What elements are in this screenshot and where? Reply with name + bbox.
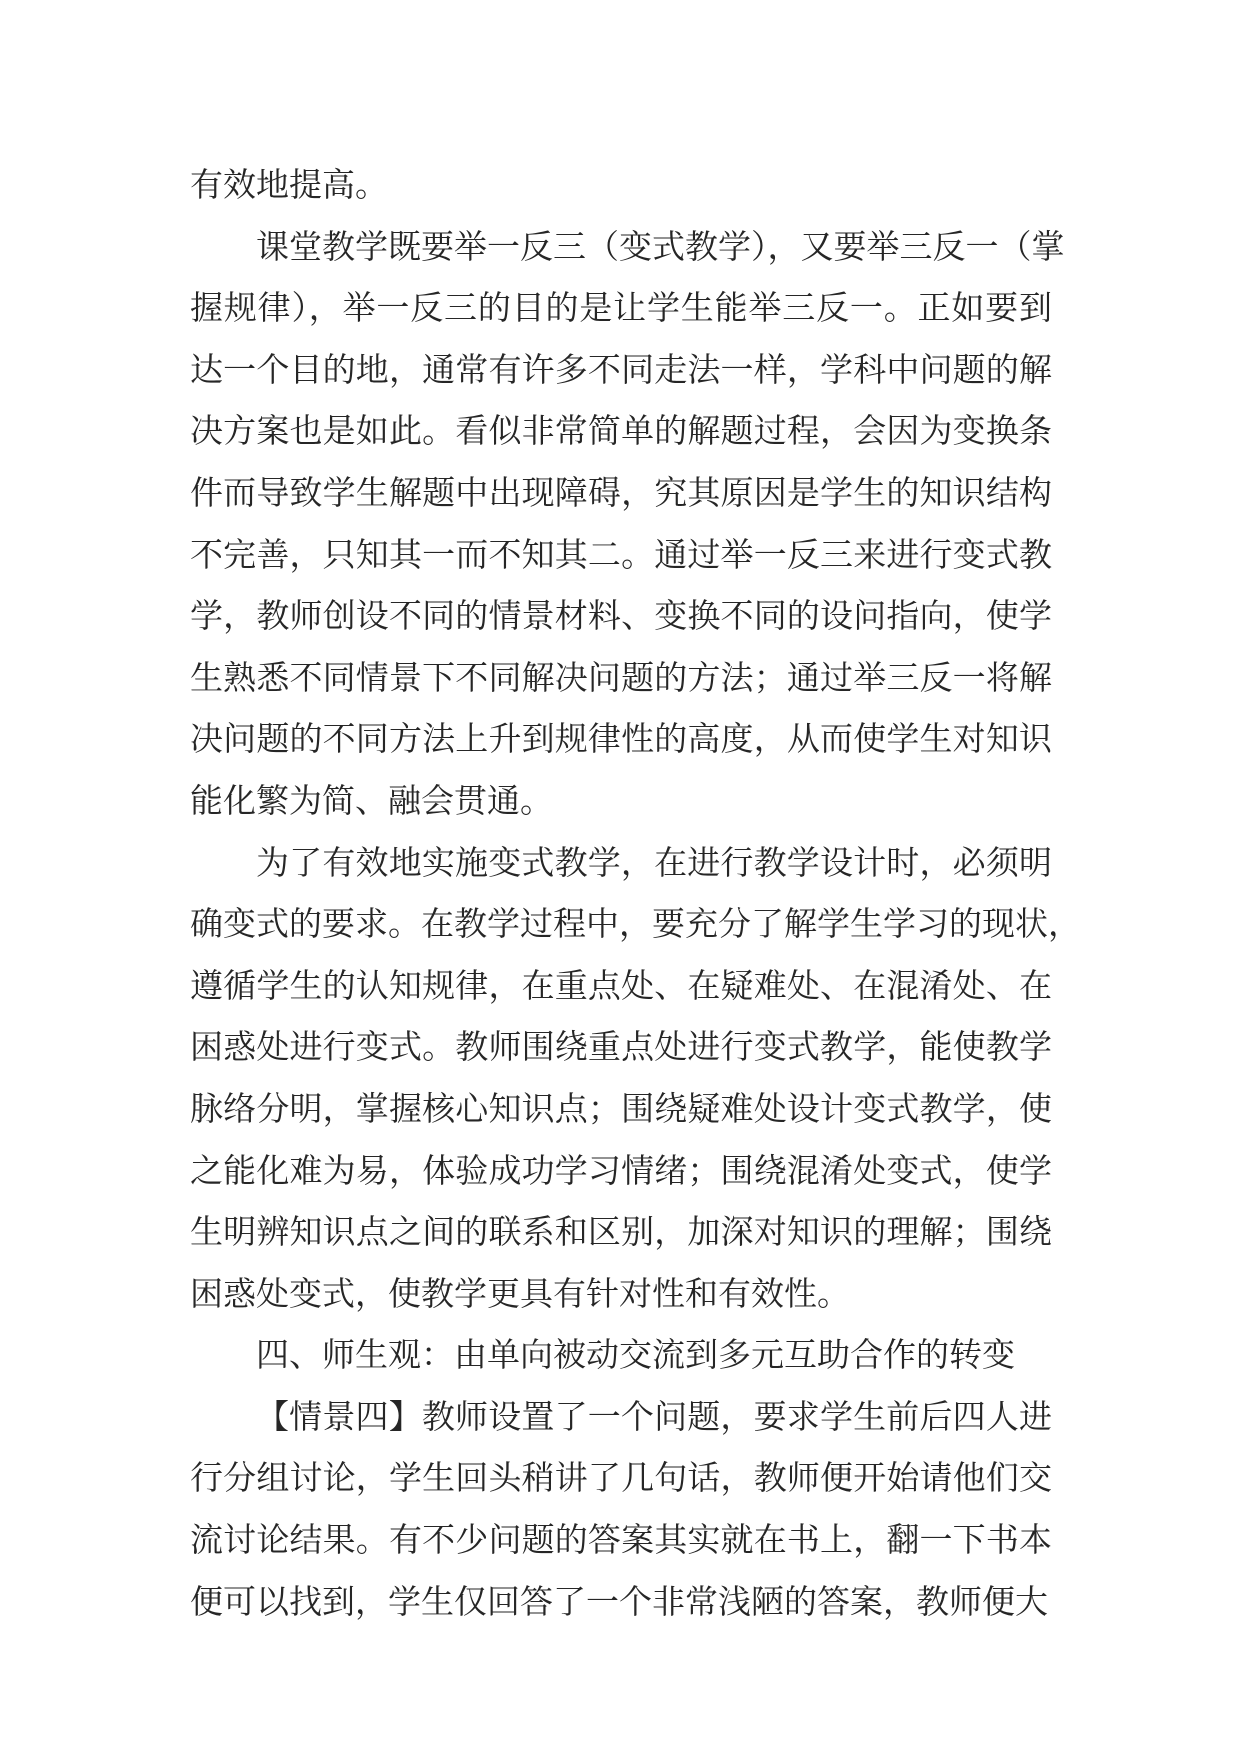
text-line: 决问题的不同方法上升到规律性的高度，从而使学生对知识 — [190, 719, 1052, 759]
text-line: 件而导致学生解题中出现障碍，究其原因是学生的知识结构 — [190, 472, 1052, 512]
text-line: 能化繁为简、融会贯通。 — [190, 780, 553, 820]
document-body — [190, 154, 1081, 1632]
text-line: 学，教师创设不同的情景材料、变换不同的设问指向，使学 — [190, 596, 1052, 636]
text-line: 四、师生观：由单向被动交流到多元互助合作的转变 — [256, 1335, 1015, 1375]
text-line: 困惑处变式，使教学更具有针对性和有效性。 — [190, 1273, 850, 1313]
paragraph — [190, 1386, 1052, 1632]
text-line: 便可以找到，学生仅回答了一个非常浅陋的答案，教师便大 — [190, 1581, 1048, 1621]
text-line: 困惑处进行变式。教师围绕重点处进行变式教学，能使教学 — [190, 1027, 1052, 1067]
text-line: 确变式的要求。在教学过程中，要充分了解学生学习的现状， — [190, 904, 1081, 944]
text-line: 生明辨知识点之间的联系和区别，加深对知识的理解；围绕 — [190, 1212, 1052, 1252]
paragraph — [190, 154, 1052, 216]
text-line: 遵循学生的认知规律，在重点处、在疑难处、在混淆处、在 — [190, 965, 1052, 1005]
paragraph — [190, 832, 1081, 1325]
text-line: 达一个目的地，通常有许多不同走法一样，学科中问题的解 — [190, 349, 1052, 389]
text-line: 【情景四】教师设置了一个问题，要求学生前后四人进 — [256, 1396, 1052, 1436]
text-line: 行分组讨论，学生回头稍讲了几句话，教师便开始请他们交 — [190, 1458, 1052, 1498]
text-line: 生熟悉不同情景下不同解决问题的方法；通过举三反一将解 — [190, 657, 1052, 697]
text-line: 决方案也是如此。看似非常简单的解题过程，会因为变换条 — [190, 411, 1052, 451]
text-line: 课堂教学既要举一反三（变式教学），又要举三反一（掌 — [256, 226, 1065, 266]
text-line: 脉络分明，掌握核心知识点；围绕疑难处设计变式教学，使 — [190, 1088, 1052, 1128]
text-line: 为了有效地实施变式教学，在进行教学设计时，必须明 — [256, 842, 1052, 882]
text-line: 有效地提高。 — [190, 165, 388, 204]
text-line: 流讨论结果。有不少问题的答案其实就在书上，翻一下书本 — [190, 1520, 1052, 1560]
text-line: 握规律），举一反三的目的是让学生能举三反一。正如要到 — [190, 288, 1052, 328]
paragraph — [190, 216, 1065, 832]
text-line: 不完善，只知其一而不知其二。通过举一反三来进行变式教 — [190, 534, 1052, 574]
paragraph — [190, 1324, 1052, 1386]
text-line: 之能化难为易，体验成功学习情绪；围绕混淆处变式，使学 — [190, 1150, 1052, 1190]
